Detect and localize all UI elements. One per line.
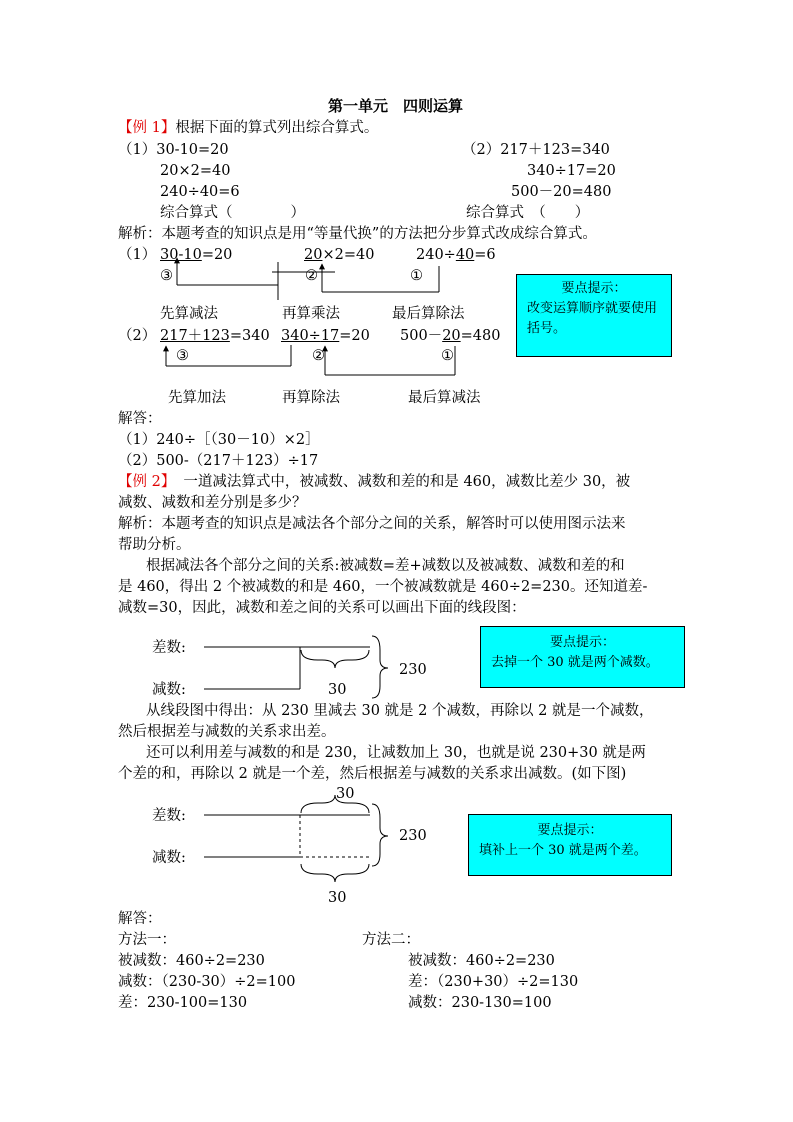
ex1-row1-expr-a: 30-10=20 bbox=[160, 247, 233, 263]
ex1-row2-prefix: （2） bbox=[118, 328, 157, 344]
method-1-title: 方法一： bbox=[118, 932, 176, 948]
example-2-question-cont: 减数、减数和差分别是多少？ bbox=[118, 495, 307, 511]
diagram2-total: 230 bbox=[399, 828, 427, 844]
ex1-col1-line: （1）30-10=20 bbox=[118, 142, 229, 158]
hint-title: 要点提示： bbox=[537, 823, 603, 838]
ex1-col1-line: 240÷40=6 bbox=[160, 184, 240, 200]
paragraph-line: 是 460，得出 2 个被减数的和是 460，一个被减数就是 460÷2=230。还知道差- bbox=[118, 579, 648, 595]
diagram1-total: 230 bbox=[399, 662, 427, 678]
paragraph-line: 还可以利用差与减数的和是 230，让减数加上 30，也就是说 230+30 就是两 bbox=[146, 745, 646, 761]
answer-line: （2）500-（217＋123）÷17 bbox=[118, 453, 319, 469]
diagram2-label-sub: 减数: bbox=[152, 850, 186, 866]
diagram2-label-diff: 差数: bbox=[152, 808, 186, 824]
ex1-col1-line: 20×2=40 bbox=[160, 163, 231, 179]
method-2-title: 方法二： bbox=[362, 932, 420, 948]
paragraph-line: 个差的和，再除以 2 就是一个差，然后根据差与减数的关系求出减数。(如下图) bbox=[118, 766, 627, 782]
ex1-col2-line: 综合算式 （ ） bbox=[466, 205, 590, 221]
ex1-row2-arrows bbox=[166, 345, 455, 375]
method-1-line: 差：230-100=130 bbox=[118, 995, 248, 1011]
circle-label-3: ③ bbox=[176, 348, 189, 364]
example-2-question: 【例 2】 一道减法算式中，被减数、减数和差的和是 460，减数比差少 30，被 bbox=[118, 474, 631, 490]
method-2-line: 减数：230-130=100 bbox=[408, 995, 552, 1011]
ex1-row1-expr-c: 240÷40=6 bbox=[416, 247, 496, 263]
step-label: 先算加法 bbox=[168, 390, 226, 406]
ex1-row2-expr-a: 217＋123=340 bbox=[160, 328, 270, 344]
answer-line: （1）240÷［（30－10）×2］ bbox=[118, 432, 320, 448]
circle-label-2: ② bbox=[305, 268, 318, 284]
example-1-tag: 【例 1】 bbox=[118, 120, 176, 136]
circle-label-2: ② bbox=[312, 348, 325, 364]
ex1-col2-line: （2）217＋123=340 bbox=[462, 142, 610, 158]
step-label: 先算减法 bbox=[160, 306, 218, 322]
paragraph-line: 减数=30，因此，减数和差之间的关系可以画出下面的线段图： bbox=[118, 600, 526, 616]
diagram1-segments bbox=[204, 636, 388, 698]
method-1-line: 被减数：460÷2=230 bbox=[118, 953, 265, 969]
circle-label-1: ① bbox=[441, 348, 454, 364]
ex1-col2-line: 500－20=480 bbox=[511, 184, 612, 200]
hint-body: 去掉一个 30 就是两个减数。 bbox=[491, 655, 659, 670]
step-label: 再算乘法 bbox=[282, 306, 340, 322]
hint-body: 改变运算顺序就要使用括号。 bbox=[527, 301, 658, 336]
ex1-col1-line: 综合算式（ ） bbox=[160, 205, 305, 221]
ex1-row2-expr-c: 500－20=480 bbox=[400, 328, 501, 344]
step-label: 最后算减法 bbox=[408, 390, 481, 406]
diagram2-top-num: 30 bbox=[336, 786, 355, 802]
circle-label-1: ① bbox=[410, 268, 423, 284]
step-label: 再算除法 bbox=[282, 390, 340, 406]
circle-label-3: ③ bbox=[160, 268, 173, 284]
ex1-analysis: 解析：本题考查的知识点是用“等量代换”的方法把分步算式改成综合算式。 bbox=[118, 226, 597, 242]
ex1-row1-prefix: （1） bbox=[118, 247, 157, 263]
ex1-row1-arrows bbox=[177, 258, 439, 300]
method-2-line: 被减数：460÷2=230 bbox=[408, 953, 555, 969]
ex1-row1-expr-b: 20×2=40 bbox=[304, 247, 375, 263]
diagram1-label-diff: 差数: bbox=[152, 640, 186, 656]
hint-body: 填补上一个 30 就是两个差。 bbox=[479, 843, 647, 858]
ex2-analysis-cont: 帮助分析。 bbox=[118, 537, 191, 553]
diagram1-label-sub: 减数: bbox=[152, 682, 186, 698]
example-1-question: 【例 1】根据下面的算式列出综合算式。 bbox=[118, 120, 379, 136]
hint-title: 要点提示： bbox=[549, 635, 615, 650]
paragraph-line: 从线段图中得出：从 230 里减去 30 就是 2 个减数，再除以 2 就是一个减数， bbox=[146, 703, 654, 719]
diagram2-bottom-num: 30 bbox=[328, 890, 347, 906]
ex1-row2-expr-b: 340÷17=20 bbox=[281, 328, 370, 344]
diagram1-gap: 30 bbox=[328, 682, 347, 698]
paragraph-line: 然后根据差与减数的关系求出差。 bbox=[118, 724, 336, 740]
hint-title: 要点提示： bbox=[561, 281, 627, 296]
method-1-line: 减数：（230-30）÷2=100 bbox=[118, 974, 296, 990]
example-2-tag: 【例 2】 bbox=[118, 474, 176, 490]
answer-label: 解答： bbox=[118, 411, 162, 427]
method-2-line: 差：（230+30）÷2=130 bbox=[408, 974, 579, 990]
ex2-analysis: 解析：本题考查的知识点是减法各个部分之间的关系，解答时可以使用图示法来 bbox=[118, 516, 626, 532]
diagram2-segments bbox=[204, 795, 388, 882]
page-title: 第一单元 四则运算 bbox=[328, 97, 464, 115]
answer-label: 解答： bbox=[118, 911, 162, 927]
paragraph-line: 根据减法各个部分之间的关系:被减数=差+减数以及被减数、减数和差的和 bbox=[146, 558, 625, 574]
ex1-col2-line: 340÷17=20 bbox=[527, 163, 616, 179]
step-label: 最后算除法 bbox=[392, 306, 465, 322]
